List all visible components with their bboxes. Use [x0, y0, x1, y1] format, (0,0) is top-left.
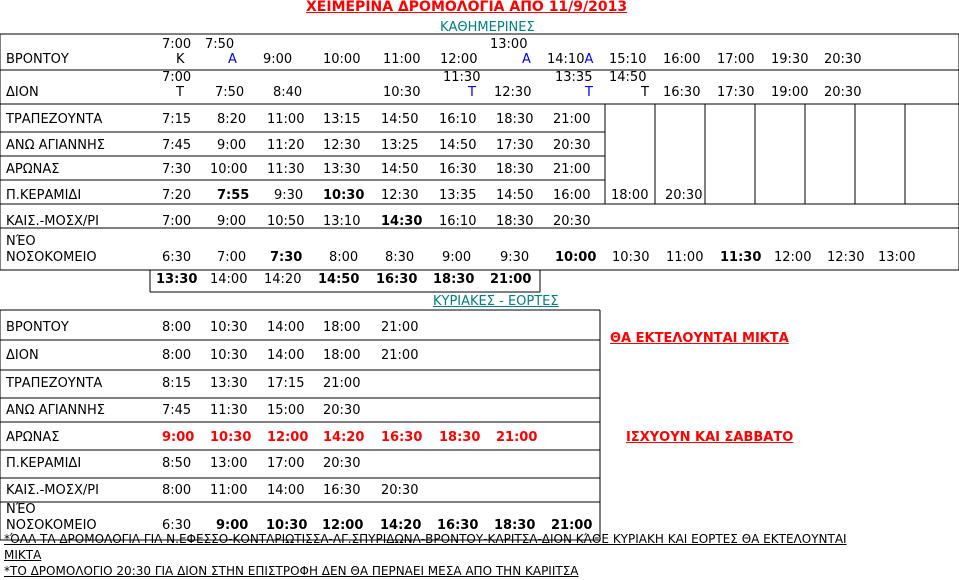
time-cell: 17:30: [717, 85, 755, 100]
time-cell: 9:00: [442, 250, 472, 265]
station-label: ΝΈΟ: [6, 234, 36, 249]
footnote: *ΌΛΑ ΤΑ ΔΡΟΜΟΛΟΓΙΑ ΓΙΑ Ν.ΕΦΕΣΣΟ-ΚΟΝΤΑΡΙΩΤΙΣΣΑ-ΑΓ.ΣΠΥΡΙΔΩΝΑ-ΒΡΟΝΤΟΥ-ΚΑΡΙΤΣΑ-ΔΙΟΝ ΚΆΘΕ ΚΥΡΙΑΚΗ ΚΑΙ ΕΟΡΤΕΣ ΘΑ ΕΚΤΕΛΟΥΝΤΑΙ: [4, 532, 847, 546]
time-cell: 12:30: [494, 85, 532, 100]
time-cell: 7:30: [270, 250, 303, 265]
time-cell: 10:30: [612, 250, 650, 265]
time-cell: 18:30: [439, 430, 481, 445]
time-cell: 9:00: [217, 138, 247, 153]
time-cell: 20:30: [553, 214, 591, 229]
time-cell: 11:00: [267, 112, 305, 127]
footnote: ΜΙΚΤΑ: [4, 548, 42, 562]
time-cell: 8:00: [162, 483, 192, 498]
time-cell: 20:30: [553, 138, 591, 153]
time-cell: 16:10: [439, 112, 477, 127]
time-cell: 8:50: [162, 456, 192, 471]
time-cell: 16:10: [439, 214, 477, 229]
time-cell: 15:00: [267, 403, 305, 418]
time-cell: 13:15: [323, 112, 361, 127]
time-cell: 8:00: [329, 250, 359, 265]
station-label: ΔΙΟΝ: [6, 348, 39, 363]
time-cell: 14:20: [323, 430, 365, 445]
time-cell: 7:00: [162, 37, 192, 52]
time-cell: 13:25: [381, 138, 419, 153]
time-cell: 14:50: [496, 188, 534, 203]
time-cell: 14:50: [381, 162, 419, 177]
time-cell: 8:00: [162, 320, 192, 335]
mixed-note: ΘΑ ΕΚΤΕΛΟΥΝΤΑΙ ΜΙΚΤΑ: [610, 331, 789, 346]
time-cell: 12:00: [322, 518, 364, 533]
time-cell: 9:30: [500, 250, 530, 265]
time-cell: 10:30: [210, 348, 248, 363]
time-cell: 7:50: [205, 37, 235, 52]
time-cell: 21:00: [551, 518, 593, 533]
time-cell: 10:30: [266, 518, 308, 533]
time-cell: Τ: [468, 85, 476, 100]
time-cell: 10:00: [323, 52, 361, 67]
time-cell: 14:50: [609, 70, 647, 85]
time-cell: Α: [522, 52, 531, 67]
time-cell: 11:30: [267, 162, 305, 177]
station-label: ΑΝΩ ΑΓΙΑΝΝΗΣ: [6, 138, 105, 153]
time-cell: 14:00: [267, 348, 305, 363]
time-cell: 16:30: [323, 483, 361, 498]
time-cell: 7:55: [217, 188, 250, 203]
time-cell: 18:30: [494, 518, 536, 533]
time-cell: 16:30: [376, 272, 418, 287]
time-cell: 7:45: [162, 138, 192, 153]
station-label: ΝΟΣΟΚΟΜΕΙΟ: [6, 250, 97, 265]
time-cell: 14:00: [267, 320, 305, 335]
time-cell: 8:30: [385, 250, 415, 265]
time-cell: 7:20: [162, 188, 192, 203]
time-cell: 7:00: [217, 250, 247, 265]
station-label: ΑΡΩΝΑΣ: [6, 162, 60, 177]
time-cell: 7:00: [162, 70, 192, 85]
time-cell: 11:00: [666, 250, 704, 265]
station-label: ΑΡΩΝΑΣ: [6, 430, 60, 445]
station-label: ΔΙΟΝ: [6, 85, 39, 100]
time-cell: 6:30: [162, 518, 192, 533]
time-cell: 19:00: [771, 85, 809, 100]
time-cell: 12:30: [381, 188, 419, 203]
time-cell: 20:30: [323, 456, 361, 471]
time-cell: 9:00: [216, 518, 249, 533]
time-cell: 6:30: [162, 250, 192, 265]
time-cell: 10:00: [210, 162, 248, 177]
station-label: ΒΡΟΝΤΟΥ: [6, 52, 69, 67]
time-cell: Τ: [585, 85, 593, 100]
time-cell: 16:30: [663, 85, 701, 100]
time-cell: 13:35: [555, 70, 593, 85]
time-cell: 7:15: [162, 112, 192, 127]
footnote: *ΤΟ ΔΡΟΜΟΛΟΓΙΟ 20:30 ΓΙΑ ΔΙΟΝ ΣΤΗΝ ΕΠΙΣΤΡΟΦΗ ΔΕΝ ΘΑ ΠΕΡΝΑΕΙ ΜΕΣΑ ΑΠΟ ΤΗΝ ΚΑΡΙΙΤΣΑ: [4, 564, 579, 578]
station-label: ΤΡΑΠΕΖΟΥΝΤΑ: [6, 112, 103, 127]
page-title: ΧΕΙΜΕΡΙΝΑ ΔΡΟΜΟΛΟΓΙΑ ΑΠΟ 11/9/2013: [306, 0, 628, 15]
time-cell: 9:00: [217, 214, 247, 229]
time-cell: 10:30: [323, 188, 365, 203]
time-cell: 11:00: [210, 483, 248, 498]
time-cell: 17:00: [717, 52, 755, 67]
time-cell: 9:00: [162, 430, 195, 445]
time-cell: 10:00: [555, 250, 597, 265]
time-cell: 8:15: [162, 376, 192, 391]
time-cell: 13:10: [323, 214, 361, 229]
time-cell: 20:30: [381, 483, 419, 498]
station-label: ΚΑΙΣ.-ΜΟΣΧ/ΡΙ: [6, 214, 99, 229]
time-cell: Τ: [176, 85, 184, 100]
time-cell: 8:00: [162, 348, 192, 363]
time-cell: 17:00: [267, 456, 305, 471]
time-cell: 13:35: [439, 188, 477, 203]
time-cell: 14:20: [380, 518, 422, 533]
saturday-note: ΙΣΧΥΟΥΝ ΚΑΙ ΣΑΒΒΑΤΟ: [626, 430, 794, 445]
time-cell: 19:30: [771, 52, 809, 67]
time-cell: 21:00: [323, 376, 361, 391]
time-cell: 9:00: [263, 52, 293, 67]
time-cell: 8:40: [273, 85, 303, 100]
time-cell: 12:30: [323, 138, 361, 153]
time-cell: 21:00: [490, 272, 532, 287]
time-cell: 13:00: [490, 37, 528, 52]
time-cell: 18:00: [323, 320, 361, 335]
time-cell: 20:30: [665, 188, 703, 203]
time-cell: 13:30: [210, 376, 248, 391]
time-cell: Τ: [641, 85, 649, 100]
station-label: ΒΡΟΝΤΟΥ: [6, 320, 69, 335]
time-cell: 10:30: [210, 430, 252, 445]
time-cell: 12:00: [440, 52, 478, 67]
time-cell: 7:50: [215, 85, 245, 100]
time-cell: 15:10: [609, 52, 647, 67]
station-label: ΤΡΑΠΕΖΟΥΝΤΑ: [6, 376, 103, 391]
time-cell: 11:20: [267, 138, 305, 153]
time-cell: 17:15: [267, 376, 305, 391]
time-cell: 14:50: [318, 272, 360, 287]
time-cell: 21:00: [381, 348, 419, 363]
station-label: Π.ΚΕΡΑΜΙΔΙ: [6, 456, 82, 471]
time-cell: 14:00: [267, 483, 305, 498]
time-cell: 14:30: [381, 214, 423, 229]
station-label: ΚΑΙΣ.-ΜΟΣΧ/ΡΙ: [6, 483, 99, 498]
time-cell: 18:30: [496, 112, 534, 127]
time-cell: 12:30: [827, 250, 865, 265]
time-cell: 21:00: [553, 162, 591, 177]
time-cell: 14:00: [210, 272, 248, 287]
time-cell: 21:00: [553, 112, 591, 127]
time-cell: 20:30: [824, 52, 862, 67]
time-cell: 10:30: [210, 320, 248, 335]
time-cell: 11:30: [443, 70, 481, 85]
time-cell: 13:30: [156, 272, 198, 287]
time-cell: 21:00: [381, 320, 419, 335]
time-cell: 17:30: [496, 138, 534, 153]
time-cell: 16:30: [437, 518, 479, 533]
station-label: ΝΟΣΟΚΟΜΕΙΟ: [6, 518, 97, 533]
station-label: ΑΝΩ ΑΓΙΑΝΝΗΣ: [6, 403, 105, 418]
time-cell: Α: [228, 52, 237, 67]
time-cell: 12:00: [267, 430, 309, 445]
time-cell: 20:30: [323, 403, 361, 418]
time-cell: 12:00: [774, 250, 812, 265]
time-cell: 21:00: [496, 430, 538, 445]
time-cell: 18:30: [496, 214, 534, 229]
weekday-heading: ΚΑΘΗΜΕΡΙΝΕΣ: [440, 20, 535, 35]
time-cell: 16:30: [381, 430, 423, 445]
time-cell: 16:00: [663, 52, 701, 67]
time-cell: 14:50: [381, 112, 419, 127]
time-cell: 8:20: [217, 112, 247, 127]
time-cell: 10:30: [383, 85, 421, 100]
time-cell: Κ: [176, 52, 185, 67]
time-cell: 11:30: [720, 250, 762, 265]
time-cell: 16:30: [439, 162, 477, 177]
time-cell: 7:00: [162, 214, 192, 229]
time-cell: 20:30: [824, 85, 862, 100]
station-label: Π.ΚΕΡΑΜΙΔΙ: [6, 188, 82, 203]
time-cell: 13:00: [210, 456, 248, 471]
time-cell: 13:00: [878, 250, 916, 265]
time-cell: 14:50: [439, 138, 477, 153]
time-cell: 18:30: [496, 162, 534, 177]
time-cell: 7:45: [162, 403, 192, 418]
time-cell: 13:30: [323, 162, 361, 177]
sunday-heading: ΚΥΡΙΑΚΕΣ - ΕΟΡΤΕΣ: [433, 294, 559, 309]
time-cell: 14:20: [264, 272, 302, 287]
time-cell: 9:30: [274, 188, 304, 203]
time-cell: 14:10Α: [547, 52, 594, 67]
time-cell: 18:00: [611, 188, 649, 203]
station-label: ΝΈΟ: [6, 502, 36, 517]
time-cell: 16:00: [553, 188, 591, 203]
time-cell: 18:00: [323, 348, 361, 363]
time-cell: 11:00: [383, 52, 421, 67]
time-cell: 18:30: [433, 272, 475, 287]
time-cell: 11:30: [210, 403, 248, 418]
time-cell: 10:50: [267, 214, 305, 229]
time-cell: 7:30: [162, 162, 192, 177]
